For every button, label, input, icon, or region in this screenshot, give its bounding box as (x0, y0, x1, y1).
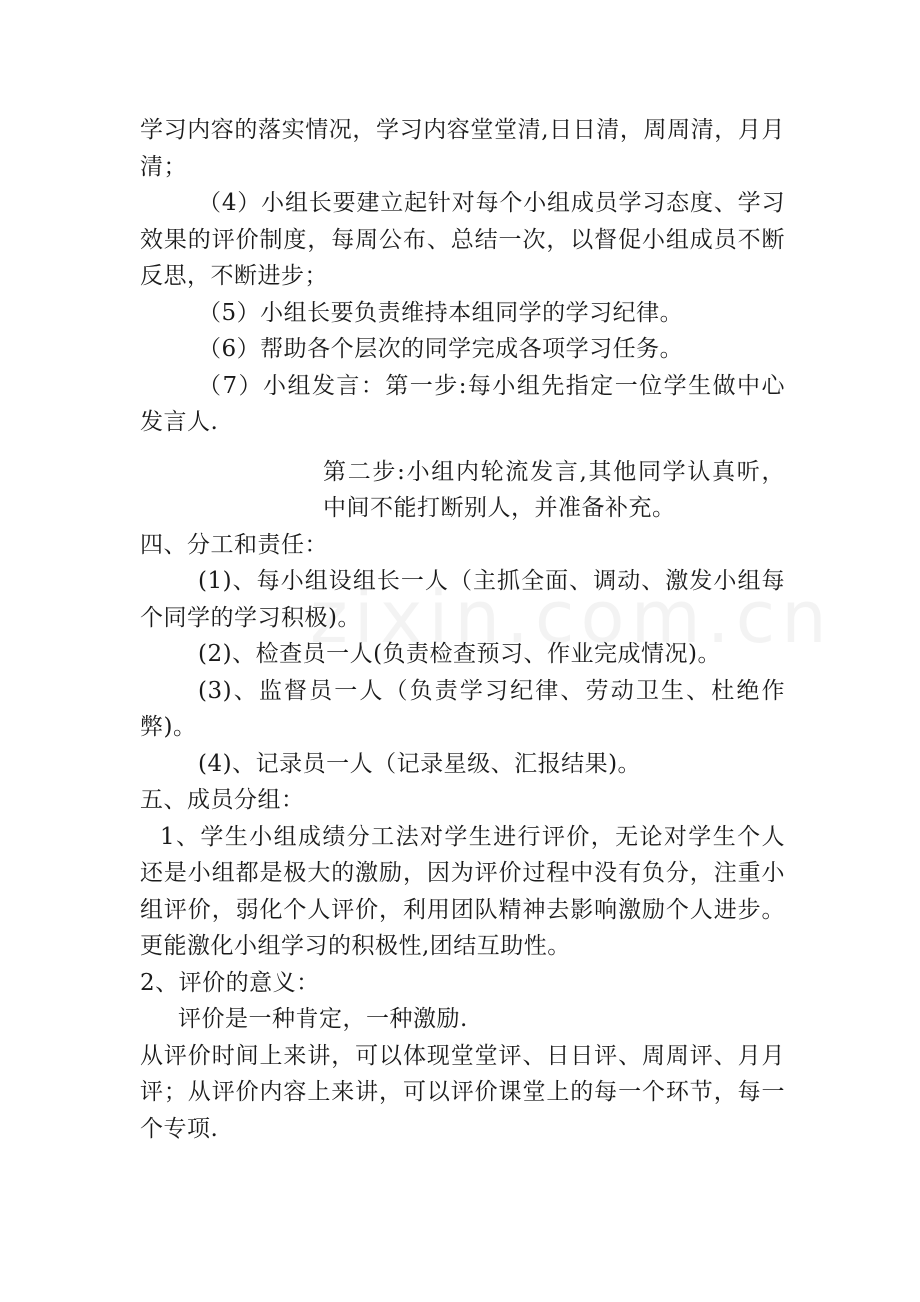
paragraph-item-5: （5）小组长要负责维持本组同学的学习纪律。 (198, 299, 684, 326)
section-5-item-1: 1、学生小组成绩分工法对学生进行评价，无论对学生个人还是小组都是极大的激励，因为评价过程中没有负分，注重小组评价，弱化个人评价，利用团队精神去影响激励个人进步。更能激化小组学习的积极性,团结互助性。 (140, 823, 785, 959)
document-page (140, 112, 785, 1147)
section-5-item-2-body: 从评价时间上来讲，可以体现堂堂评、日日评、周周评、月月评；从评价内容上来讲，可以评价课堂上的每一个环节，每一个专项. (140, 1042, 785, 1142)
section-4-item-4: (4)、记录员一人（记录星级、汇报结果)。 (198, 750, 642, 777)
paragraph-item-4: （4）小组长要建立起针对每个小组成员学习态度、学习效果的评价制度，每周公布、总结一次，以督促小组成员不断反思，不断进步； (140, 190, 785, 289)
section-5-heading: 五、成员分组： (140, 787, 305, 813)
paragraph-step-2: 第二步:小组内轮流发言,其他同学认真听，中间不能打断别人，并准备补充。 (323, 458, 785, 521)
section-5-item-2-line: 评价是一种肯定，一种激励. (178, 1006, 468, 1032)
section-4-item-2: (2)、检查员一人(负责检查预习、作业完成情况)。 (198, 641, 722, 667)
section-4-item-3: (3)、监督员一人（负责学习纪律、劳动卫生、杜绝作弊)。 (140, 677, 785, 740)
section-4-item-1: (1)、每小组设组长一人（主抓全面、调动、激发小组每个同学的学习积极)。 (140, 568, 785, 631)
paragraph-item-6: （6）帮助各个层次的同学完成各项学习任务。 (198, 336, 684, 362)
paragraph-item-7: （7）小组发言：第一步:每小组先指定一位学生做中心发言人. (140, 372, 785, 435)
section-4-heading: 四、分工和责任： (140, 531, 328, 558)
section-5-item-2-heading: 2、评价的意义： (140, 969, 320, 996)
paragraph-learning-content: 学习内容的落实情况，学习内容堂堂清,日日清，周周清，月月清； (140, 117, 785, 180)
